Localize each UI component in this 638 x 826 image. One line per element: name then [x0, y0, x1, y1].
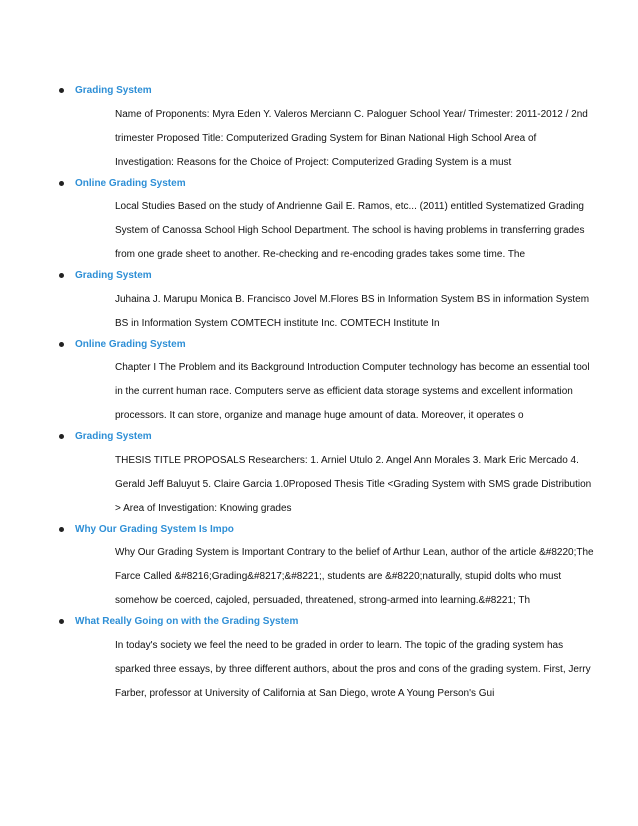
bullet-icon — [59, 619, 64, 624]
list-item — [0, 267, 638, 336]
entry-title-link[interactable]: Online Grading System — [75, 177, 186, 189]
entry-title-link[interactable]: Why Our Grading System Is Impo — [75, 523, 234, 535]
list-item — [0, 175, 638, 268]
entry-excerpt — [115, 447, 592, 521]
entry-title-link[interactable]: What Really Going on with the Grading System — [75, 616, 299, 627]
document-page — [0, 82, 638, 706]
excerpt-line: Gerald Jeff Baluyut 5. Claire Garcia 1.0Proposed Thesis Title <Grading System with SMS grade Distribution — [115, 478, 592, 490]
excerpt-line: BS in Information System COMTECH institute Inc. COMTECH Institute In — [115, 317, 440, 329]
list-item — [0, 521, 638, 614]
bullet-icon — [59, 342, 64, 347]
excerpt-line: Farce Called &#8216;Grading&#8217;&#8221;, students are &#8220;naturally, stupid dolts who must — [115, 571, 562, 582]
excerpt-line: Local Studies Based on the study of Andrienne Gail E. Ramos, etc... (2011) entitled Systematized Grading — [115, 201, 584, 212]
bullet-icon — [59, 434, 64, 439]
excerpt-line: Investigation: Reasons for the Choice of Project: Computerized Grading System is a must — [115, 156, 512, 168]
entry-header — [0, 521, 638, 540]
bullet-icon — [59, 181, 64, 186]
entry-title-link[interactable]: Grading System — [75, 85, 152, 96]
list-item — [0, 82, 638, 175]
entry-header — [0, 336, 638, 355]
entry-excerpt — [115, 101, 588, 175]
bullet-icon — [59, 527, 64, 532]
excerpt-line: sparked three essays, by three different authors, about the pros and cons of the grading system. First, Jerry — [115, 663, 591, 675]
entry-excerpt — [115, 539, 594, 613]
excerpt-line: In today's society we feel the need to be graded in order to learn. The topic of the grading system has — [115, 639, 564, 651]
entry-header — [0, 82, 638, 101]
entry-header — [0, 267, 638, 286]
excerpt-line: Farber, professor at University of California at San Diego, wrote A Young Person's Gui — [115, 687, 495, 699]
list-item — [0, 428, 638, 521]
entry-header — [0, 613, 638, 632]
entry-excerpt — [115, 286, 590, 336]
excerpt-line: > Area of Investigation: Knowing grades — [115, 502, 292, 514]
excerpt-line: Juhaina J. Marupu Monica B. Francisco Jovel M.Flores BS in Information System BS in information System — [115, 293, 590, 305]
entry-header — [0, 175, 638, 194]
excerpt-line: Name of Proponents: Myra Eden Y. Valeros Merciann C. Paloguer School Year/ Trimester: 2011-2012 / 2nd — [115, 108, 588, 120]
excerpt-line: in the current human race. Computers serve as efficient data storage systems and excellent information — [115, 386, 573, 397]
entry-excerpt — [115, 632, 591, 706]
bullet-icon — [59, 88, 64, 93]
excerpt-line: trimester Proposed Title: Computerized Grading System for Binan National High School Area of — [115, 132, 537, 144]
list-item — [0, 613, 638, 706]
entry-excerpt — [115, 193, 585, 267]
entry-title-link[interactable]: Grading System — [75, 270, 152, 281]
list-item — [0, 336, 638, 429]
entry-header — [0, 428, 638, 447]
excerpt-line: processors. It can store, organize and manage huge amount of data. Moreover, it operates o — [115, 410, 524, 421]
excerpt-line: THESIS TITLE PROPOSALS Researchers: 1. Arniel Utulo 2. Angel Ann Morales 3. Mark Eric Mercado 4. — [115, 454, 579, 466]
excerpt-line: Why Our Grading System is Important Contrary to the belief of Arthur Lean, author of the article &#8220;The — [115, 547, 594, 558]
excerpt-line: Chapter I The Problem and its Background Introduction Computer technology has become an essential tool — [115, 362, 590, 373]
excerpt-line: somehow be coerced, cajoled, persuaded, threatened, strong-armed into learning.&#8221; Th — [115, 595, 531, 606]
entry-title-link[interactable]: Grading System — [75, 431, 152, 442]
excerpt-line: from one grade sheet to another. Re-checking and re-encoding grades takes some time. The — [115, 249, 526, 260]
bullet-icon — [59, 273, 64, 278]
entry-title-link[interactable]: Online Grading System — [75, 338, 186, 350]
excerpt-line: System of Canossa School High School Department. The school is having problems in transferring grades — [115, 225, 585, 236]
entry-excerpt — [115, 354, 590, 428]
